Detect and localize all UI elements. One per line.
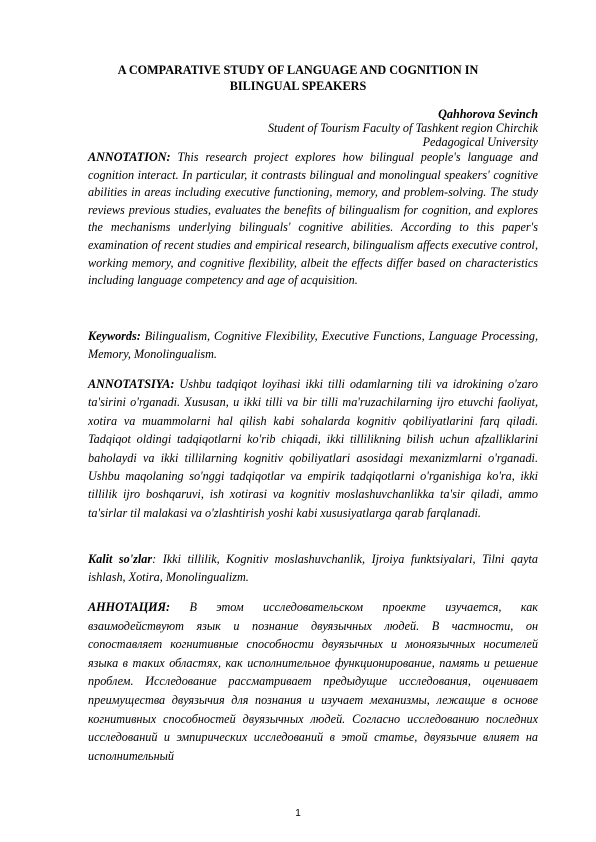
page-number: 1 — [295, 808, 301, 819]
annotation-text: This research project explores how bilingual people's language and cognition interact. In particular, it contrasts bilingual and monolingual speakers' cognitive abilities in areas including executive functioning, memory, and problem-solving. The study reviews previous studies, evaluates the benefits of bilingualism for cognition, and explores the mechanisms underlying bilinguals' cognitive abilities. According to this paper's examination of recent studies and empirical research, bilingualism affects executive control, working memory, and cognitive flexibility, albeit the effects differ based on characteristics including language competency and age of acquisition. — [88, 150, 538, 288]
author-name: Qahhorova Sevinch — [438, 107, 538, 121]
annotatsiya-ru-label: АННОТАЦИЯ: — [88, 600, 171, 614]
paper-title: A COMPARATIVE STUDY OF LANGUAGE AND COGNITION IN BILINGUAL SPEAKERS — [117, 63, 479, 93]
annotatsiya-ru-text: В этом исследовательском проекте изучается, как взаимодействуют язык и познание двуязычных людей. В частности, он сопоставляет когнитивные способности двуязычных и моноязычных носителей языка в таких областях, как исполнительное функционирование, память и решение проблем. Исследование рассматривает предыдущие исследования, оценивает преимущества двуязычия для познания и изучает механизмы, лежащие в основе когнитивных способностей двуязычных людей. Согласно исследованию последних исследований и эмпирических исследований в этой статье, двуязычие влияет на исполнительный — [88, 600, 538, 763]
keywords-label: Keywords: — [88, 329, 141, 343]
annotatsiya-paragraph — [88, 375, 538, 522]
annotatsiya-text: Ushbu tadqiqot loyihasi ikki tilli odamlarning tili va idrokining o'zaro ta'sirini o'rganadi. Xususan, u ikki tilli va bir tilli ma'ruzachilarning ijro etuvchi faoliyat, xotira va muammolarni hal qilish kabi sohalarda kognitiv qobiliyatlarini farq qiladi. Tadqiqot oldingi tadqiqotlarni ko'rib chiqadi, ikki tillilikning bilish uchun afzalliklarini baholaydi va ikki tillilarning kognitiv qobiliyatlari asosidagi mexanizmlarni o'rganadi. Ushbu maqolaning so'nggi tadqiqotlar va empirik tadqiqotlarni o'rganishiga ko'ra, ikki tillilik ijro boshqaruvi, ish xotirasi va kognitiv moslashuvchanlikka ta'sir qiladi, ammo ta'sirlar til malakasi va o'zlashtirish yoshi kabi xususiyatlarga qarab farqlanadi. — [88, 377, 538, 520]
annotatsiya-ru-paragraph — [88, 598, 538, 765]
kalit-sozlar-paragraph — [88, 550, 538, 587]
keywords-text: Bilingualism, Cognitive Flexibility, Executive Functions, Language Processing, Memory, Monolingualism. — [88, 329, 538, 361]
kalit-sozlar-text: : Ikki tillilik, Kognitiv moslashuvchanlik, Ijroiya funktsiyalari, Tilni qayta ishlash, Xotira, Monolingualizm. — [88, 552, 538, 585]
annotatsiya-label: ANNOTATSIYA: — [88, 377, 175, 391]
annotation-paragraph — [88, 149, 538, 290]
kalit-sozlar-label: Kalit so'zlar — [88, 552, 153, 566]
annotation-label: ANNOTATION: — [88, 150, 171, 164]
author-affiliation: Student of Tourism Faculty of Tashkent region Chirchik Pedagogical University — [267, 121, 538, 149]
keywords-paragraph — [88, 327, 538, 363]
